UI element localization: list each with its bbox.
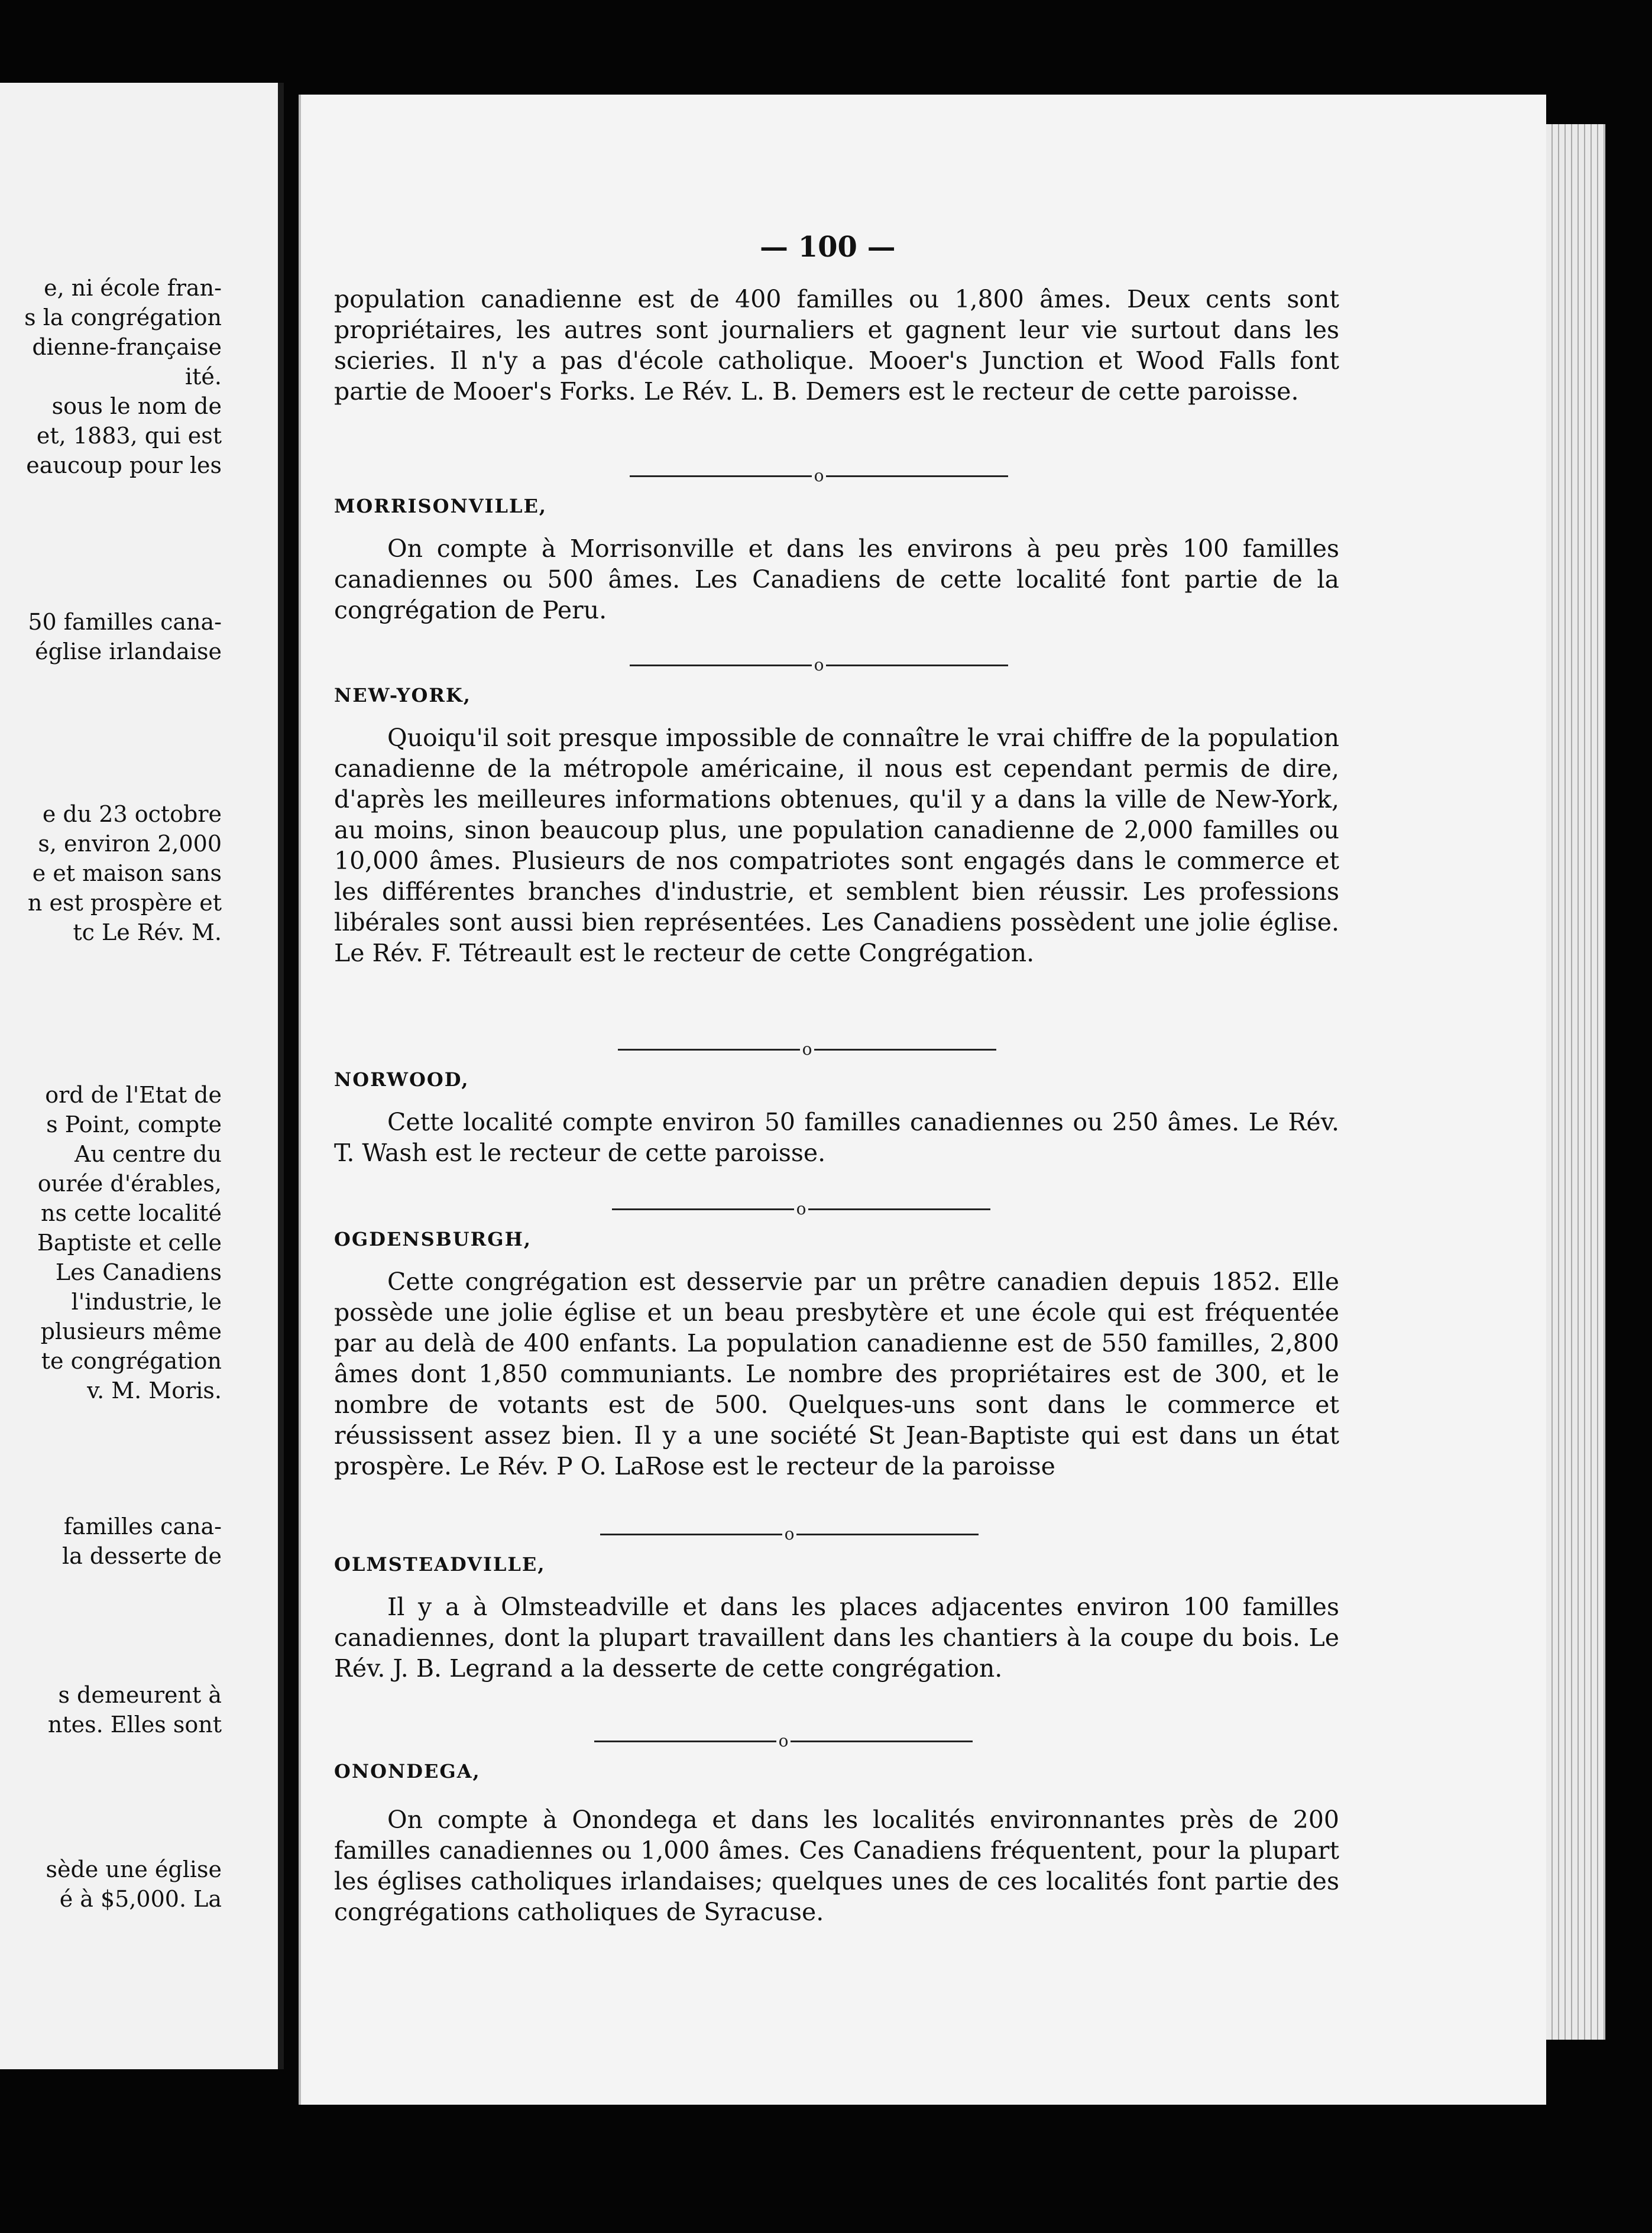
left-page-fragment: église irlandaise — [35, 639, 222, 665]
left-page-fragment: ourée d'érables, — [37, 1171, 222, 1197]
left-page-fragment: n est prospère et — [27, 890, 222, 916]
left-page — [0, 83, 284, 2069]
left-page-fragment: Baptiste et celle — [37, 1230, 222, 1256]
section-separator: o — [600, 1525, 979, 1543]
page-stack-edge — [1546, 124, 1605, 2040]
section-olmsteadville — [334, 1549, 1339, 1684]
left-page-fragment: ntes. Elles sont — [47, 1712, 222, 1738]
left-page-fragment: e et maison sans — [32, 860, 222, 886]
left-page-fragment: te congrégation — [41, 1348, 222, 1374]
section-heading: ONONDEGA, — [334, 1760, 481, 1782]
left-page-fragment: s demeurent à — [58, 1682, 222, 1708]
section-morrisonville — [334, 491, 1339, 626]
section-text: population canadienne est de 400 familles ou 1,800 âmes. Deux cents sont propriétaires, les autres sont journaliers et gagnent leur vie surtout dans les scieries. Il n'y a pas d'école catholique. Mooer's Junction et Wood Falls font partie de Mooer's Forks. Le Rév. L. B. Demers est le recteur de cette paroisse. — [334, 285, 1339, 406]
left-page-fragment: e, ni école fran- — [44, 275, 222, 301]
left-page-fragment: plusieurs même — [40, 1318, 222, 1344]
section-heading: MORRISONVILLE, — [334, 495, 548, 517]
section-separator: o — [612, 1200, 990, 1218]
page-number: — 100 — — [760, 231, 896, 264]
left-page-fragment: v. M. Moris. — [87, 1378, 222, 1404]
left-page-fragment: Les Canadiens — [55, 1259, 222, 1285]
left-page-fragment: eaucoup pour les — [26, 452, 222, 478]
left-page-fragment: s la congrégation — [24, 304, 222, 330]
left-page-fragment: ord de l'Etat de — [45, 1082, 222, 1108]
left-page-fragment: s, environ 2,000 — [38, 831, 222, 857]
left-page-fragment: familles cana- — [63, 1513, 222, 1540]
left-page-fragment: l'industrie, le — [71, 1289, 222, 1315]
left-page-fragment: ns cette localité — [41, 1200, 222, 1226]
left-page-fragment: é à $5,000. La — [59, 1886, 222, 1912]
section-heading: OLMSTEADVILLE, — [334, 1553, 546, 1576]
left-page-fragment: 50 familles cana- — [28, 609, 222, 635]
left-page-fragment: e du 23 octobre — [42, 801, 222, 827]
left-page-fragment: sède une église — [46, 1856, 222, 1882]
section-intro — [334, 284, 1339, 407]
section-ogdensburgh — [334, 1224, 1339, 1482]
section-text: On compte à Morrisonville et dans les environs à peu près 100 familles canadiennes ou 500 âmes. Les Canadiens de cette localité font partie de la congrégation de Peru. — [334, 534, 1339, 624]
left-page-fragment: sous le nom de — [51, 393, 222, 419]
section-separator: o — [618, 1041, 996, 1058]
left-page-fragment: s Point, compte — [46, 1111, 222, 1137]
section-heading: NORWOOD, — [334, 1068, 469, 1091]
left-page-fragment: Au centre du — [74, 1141, 222, 1167]
left-page-fragment: tc Le Rév. M. — [73, 919, 222, 945]
section-norwood — [334, 1064, 1339, 1168]
section-text: Il y a à Olmsteadville et dans les places adjacentes environ 100 familles canadiennes, dont la plupart travaillent dans les chantiers à la coupe du bois. Le Rév. J. B. Legrand a la desserte de cette congrégation. — [334, 1593, 1339, 1683]
section-separator: o — [594, 1732, 973, 1750]
section-separator: o — [630, 656, 1008, 674]
section-heading: OGDENSBURGH, — [334, 1228, 532, 1250]
section-text: Cette localité compte environ 50 familles canadiennes ou 250 âmes. Le Rév. T. Wash est le recteur de cette paroisse. — [334, 1108, 1339, 1167]
right-page — [299, 95, 1546, 2105]
section-heading: NEW-YORK, — [334, 684, 471, 706]
section-new-york — [334, 680, 1339, 968]
left-page-fragment: dienne-française — [32, 334, 222, 360]
left-page-fragment: la desserte de — [61, 1543, 222, 1569]
section-text: Quoiqu'il soit presque impossible de connaître le vrai chiffre de la population canadienne de la métropole américaine, il nous est cependant permis de dire, d'après les meilleures informations obtenues, qu'il y a dans la ville de New-York, au moins, sinon beaucoup plus, une population canadienne de 2,000 familles ou 10,000 âmes. Plusieurs de nos compatriotes sont engagés dans le commerce et les différentes branches d'industrie, et semblent bien réussir. Les professions libérales sont aussi bien représentées. Les Canadiens possèdent une jolie église. Le Rév. F. Tétreault est le recteur de cette Congrégation. — [334, 724, 1339, 967]
section-text: Cette congrégation est desservie par un prêtre canadien depuis 1852. Elle possède une jolie église et un beau presbytère et une école qui est fréquentée par au delà de 400 enfants. La population canadienne est de 550 familles, 2,800 âmes dont 1,850 communiants. Le nombre des propriétaires est de 300, et le nombre de votants est de 500. Quelques-uns sont dans le commerce et réussissent assez bien. Il y a une société St Jean-Baptiste qui est dans un état prospère. Le Rév. P O. LaRose est le recteur de la paroisse — [334, 1268, 1339, 1480]
section-text: On compte à Onondega et dans les localités environnantes près de 200 familles canadiennes ou 1,000 âmes. Ces Canadiens fréquentent, pour la plupart les églises catholiques irlandaises; quelques unes de ces localités font partie des congrégations catholiques de Syracuse. — [334, 1806, 1339, 1926]
left-page-fragment: et, 1883, qui est — [36, 423, 222, 449]
section-onondega — [334, 1756, 1339, 1927]
left-page-fragment: ité. — [185, 364, 222, 390]
section-separator: o — [630, 467, 1008, 485]
